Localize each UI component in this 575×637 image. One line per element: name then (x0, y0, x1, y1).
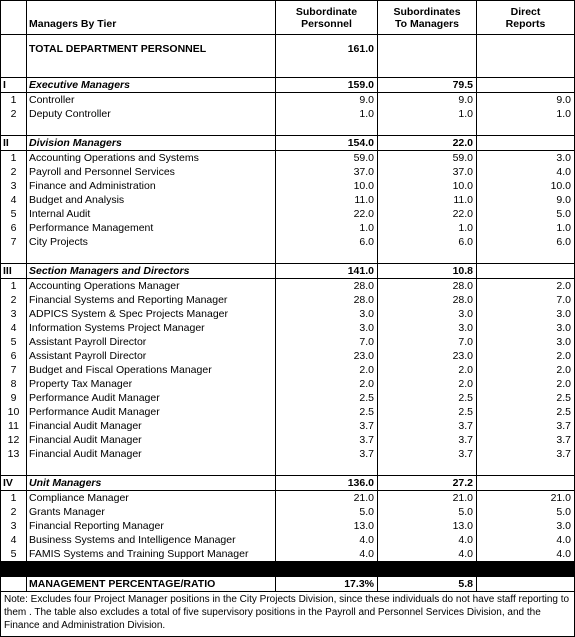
row-subordinates-to-managers: 22.0 (378, 207, 477, 221)
spacer-row (1, 63, 575, 78)
section-title: Division Managers (27, 136, 276, 151)
spacer-cell (1, 63, 27, 78)
row-subordinate-personnel: 5.0 (276, 505, 378, 519)
section-subordinate-personnel: 159.0 (276, 78, 378, 93)
row-subordinates-to-managers: 13.0 (378, 519, 477, 533)
table-row (1, 307, 575, 321)
spacer-cell (477, 121, 575, 136)
row-manager-name: FAMIS Systems and Training Support Manager (27, 547, 276, 561)
row-number: 11 (1, 419, 27, 433)
table-row (1, 193, 575, 207)
row-number: 12 (1, 433, 27, 447)
mgmt-num-cell (1, 577, 27, 592)
section-direct-reports (477, 264, 575, 279)
row-direct-reports: 7.0 (477, 293, 575, 307)
row-subordinates-to-managers: 10.0 (378, 179, 477, 193)
row-number: 4 (1, 321, 27, 335)
row-manager-name: Internal Audit (27, 207, 276, 221)
black-cell-1 (1, 561, 27, 577)
table-row (1, 491, 575, 506)
management-ratio-row (1, 577, 575, 592)
row-subordinates-to-managers: 21.0 (378, 491, 477, 506)
row-direct-reports: 4.0 (477, 547, 575, 561)
row-direct-reports: 4.0 (477, 533, 575, 547)
row-subordinate-personnel: 1.0 (276, 221, 378, 235)
row-direct-reports: 2.5 (477, 391, 575, 405)
row-subordinate-personnel: 11.0 (276, 193, 378, 207)
spacer-cell (276, 63, 378, 78)
black-cell-3 (276, 561, 378, 577)
spacer-cell (477, 461, 575, 476)
row-direct-reports: 1.0 (477, 221, 575, 235)
row-subordinates-to-managers: 1.0 (378, 221, 477, 235)
row-subordinates-to-managers: 37.0 (378, 165, 477, 179)
section-subordinates-to-managers: 79.5 (378, 78, 477, 93)
row-direct-reports: 3.0 (477, 307, 575, 321)
black-cell-5 (477, 561, 575, 577)
row-direct-reports: 9.0 (477, 93, 575, 108)
spacer-row (1, 249, 575, 264)
row-direct-reports: 10.0 (477, 179, 575, 193)
table-row (1, 391, 575, 405)
table-row (1, 405, 575, 419)
row-subordinate-personnel: 22.0 (276, 207, 378, 221)
row-number: 2 (1, 107, 27, 121)
row-subordinate-personnel: 2.0 (276, 363, 378, 377)
row-subordinates-to-managers: 1.0 (378, 107, 477, 121)
row-subordinates-to-managers: 11.0 (378, 193, 477, 207)
section-title: Unit Managers (27, 476, 276, 491)
spacer-cell (276, 121, 378, 136)
row-subordinates-to-managers: 28.0 (378, 293, 477, 307)
row-number: 7 (1, 235, 27, 249)
row-direct-reports: 3.7 (477, 447, 575, 461)
section-number: III (1, 264, 27, 279)
table-row (1, 107, 575, 121)
row-direct-reports: 6.0 (477, 235, 575, 249)
row-manager-name: Controller (27, 93, 276, 108)
row-number: 2 (1, 165, 27, 179)
row-subordinate-personnel: 2.0 (276, 377, 378, 391)
row-subordinate-personnel: 3.0 (276, 321, 378, 335)
spacer-cell (276, 249, 378, 264)
row-manager-name: Property Tax Manager (27, 377, 276, 391)
table-row (1, 293, 575, 307)
table-row (1, 279, 575, 294)
row-direct-reports: 2.0 (477, 279, 575, 294)
row-manager-name: Information Systems Project Manager (27, 321, 276, 335)
row-manager-name: Performance Audit Manager (27, 405, 276, 419)
row-subordinates-to-managers: 4.0 (378, 533, 477, 547)
total-empty-2 (477, 35, 575, 64)
row-subordinates-to-managers: 59.0 (378, 151, 477, 166)
header-col2-line1: Subordinate (295, 5, 358, 18)
header-subordinates-to-managers (378, 1, 477, 35)
section-direct-reports (477, 136, 575, 151)
row-number: 3 (1, 307, 27, 321)
row-number: 6 (1, 349, 27, 363)
mgmt-empty (477, 577, 575, 592)
row-subordinate-personnel: 3.7 (276, 433, 378, 447)
row-subordinates-to-managers: 23.0 (378, 349, 477, 363)
row-subordinates-to-managers: 5.0 (378, 505, 477, 519)
row-subordinates-to-managers: 3.7 (378, 419, 477, 433)
row-number: 1 (1, 151, 27, 166)
table-row (1, 321, 575, 335)
row-manager-name: Business Systems and Intelligence Manager (27, 533, 276, 547)
spacer-cell (378, 63, 477, 78)
row-manager-name: Payroll and Personnel Services (27, 165, 276, 179)
row-subordinate-personnel: 7.0 (276, 335, 378, 349)
row-subordinate-personnel: 3.7 (276, 447, 378, 461)
spacer-cell (27, 249, 276, 264)
row-subordinates-to-managers: 2.0 (378, 377, 477, 391)
table-row (1, 419, 575, 433)
row-manager-name: Accounting Operations and Systems (27, 151, 276, 166)
row-manager-name: ADPICS System & Spec Projects Manager (27, 307, 276, 321)
total-value: 161.0 (276, 35, 378, 64)
row-number: 4 (1, 193, 27, 207)
row-number: 2 (1, 505, 27, 519)
spacer-cell (378, 249, 477, 264)
table-row (1, 179, 575, 193)
total-row (1, 35, 575, 64)
row-subordinate-personnel: 28.0 (276, 293, 378, 307)
row-direct-reports: 3.0 (477, 321, 575, 335)
row-subordinates-to-managers: 6.0 (378, 235, 477, 249)
table-row (1, 349, 575, 363)
section-title: Executive Managers (27, 78, 276, 93)
row-subordinates-to-managers: 3.7 (378, 447, 477, 461)
row-manager-name: Accounting Operations Manager (27, 279, 276, 294)
spacer-cell (27, 461, 276, 476)
header-num-cell (1, 1, 27, 35)
row-direct-reports: 3.7 (477, 419, 575, 433)
black-cell-4 (378, 561, 477, 577)
row-subordinates-to-managers: 2.5 (378, 405, 477, 419)
row-subordinates-to-managers: 3.0 (378, 321, 477, 335)
row-number: 3 (1, 179, 27, 193)
row-manager-name: Grants Manager (27, 505, 276, 519)
row-subordinates-to-managers: 9.0 (378, 93, 477, 108)
row-manager-name: Performance Management (27, 221, 276, 235)
row-manager-name: Financial Audit Manager (27, 433, 276, 447)
row-subordinates-to-managers: 4.0 (378, 547, 477, 561)
table-row (1, 165, 575, 179)
table-row (1, 377, 575, 391)
row-direct-reports: 2.0 (477, 363, 575, 377)
row-subordinates-to-managers: 7.0 (378, 335, 477, 349)
row-subordinate-personnel: 21.0 (276, 491, 378, 506)
row-subordinate-personnel: 3.0 (276, 307, 378, 321)
row-number: 13 (1, 447, 27, 461)
section-number: IV (1, 476, 27, 491)
row-subordinates-to-managers: 3.7 (378, 433, 477, 447)
row-number: 5 (1, 547, 27, 561)
spacer-cell (477, 63, 575, 78)
row-subordinate-personnel: 2.5 (276, 405, 378, 419)
table-row (1, 363, 575, 377)
spacer-cell (1, 121, 27, 136)
row-subordinate-personnel: 59.0 (276, 151, 378, 166)
row-direct-reports: 21.0 (477, 491, 575, 506)
section-subordinate-personnel: 154.0 (276, 136, 378, 151)
row-subordinate-personnel: 2.5 (276, 391, 378, 405)
section-subordinate-personnel: 136.0 (276, 476, 378, 491)
section-subordinate-personnel: 141.0 (276, 264, 378, 279)
row-direct-reports: 2.0 (477, 349, 575, 363)
row-manager-name: City Projects (27, 235, 276, 249)
spacer-cell (378, 121, 477, 136)
black-separator-row (1, 561, 575, 577)
row-direct-reports: 2.0 (477, 377, 575, 391)
header-row (1, 1, 575, 35)
spacer-cell (1, 249, 27, 264)
spacer-row (1, 461, 575, 476)
row-number: 2 (1, 293, 27, 307)
section-direct-reports (477, 476, 575, 491)
table-row (1, 447, 575, 461)
row-subordinate-personnel: 9.0 (276, 93, 378, 108)
section-title: Section Managers and Directors (27, 264, 276, 279)
row-manager-name: Performance Audit Manager (27, 391, 276, 405)
row-manager-name: Assistant Payroll Director (27, 335, 276, 349)
table-row (1, 151, 575, 166)
section-number: II (1, 136, 27, 151)
spacer-cell (27, 63, 276, 78)
section-row (1, 476, 575, 491)
total-num-cell (1, 35, 27, 64)
section-subordinates-to-managers: 22.0 (378, 136, 477, 151)
section-row (1, 136, 575, 151)
mgmt-ratio: 5.8 (378, 577, 477, 592)
row-direct-reports: 1.0 (477, 107, 575, 121)
row-subordinate-personnel: 3.7 (276, 419, 378, 433)
mgmt-percentage: 17.3% (276, 577, 378, 592)
row-subordinate-personnel: 13.0 (276, 519, 378, 533)
table-row (1, 433, 575, 447)
mgmt-label: MANAGEMENT PERCENTAGE/RATIO (27, 577, 276, 592)
row-number: 9 (1, 391, 27, 405)
header-col4-line1: Direct (510, 5, 541, 18)
row-subordinates-to-managers: 28.0 (378, 279, 477, 294)
spacer-cell (477, 249, 575, 264)
row-subordinate-personnel: 23.0 (276, 349, 378, 363)
header-managers-by-tier: Managers By Tier (27, 1, 276, 35)
total-empty-1 (378, 35, 477, 64)
row-direct-reports: 3.0 (477, 151, 575, 166)
section-number: I (1, 78, 27, 93)
total-label: TOTAL DEPARTMENT PERSONNEL (27, 35, 276, 64)
row-direct-reports: 3.7 (477, 433, 575, 447)
table-row (1, 519, 575, 533)
spacer-cell (378, 461, 477, 476)
table-row (1, 235, 575, 249)
table-row (1, 221, 575, 235)
header-col4-line2: Reports (505, 17, 546, 30)
black-cell-2 (27, 561, 276, 577)
section-direct-reports (477, 78, 575, 93)
row-subordinate-personnel: 37.0 (276, 165, 378, 179)
row-direct-reports: 5.0 (477, 207, 575, 221)
row-number: 8 (1, 377, 27, 391)
row-subordinates-to-managers: 2.5 (378, 391, 477, 405)
row-number: 1 (1, 491, 27, 506)
header-direct-reports (477, 1, 575, 35)
row-manager-name: Financial Systems and Reporting Manager (27, 293, 276, 307)
row-subordinates-to-managers: 3.0 (378, 307, 477, 321)
note-row (1, 592, 575, 637)
spacer-cell (276, 461, 378, 476)
row-manager-name: Budget and Fiscal Operations Manager (27, 363, 276, 377)
table-row (1, 505, 575, 519)
row-number: 1 (1, 279, 27, 294)
row-manager-name: Deputy Controller (27, 107, 276, 121)
row-manager-name: Financial Audit Manager (27, 447, 276, 461)
row-manager-name: Assistant Payroll Director (27, 349, 276, 363)
header-col3-line2: To Managers (395, 17, 459, 30)
row-number: 4 (1, 533, 27, 547)
row-number: 1 (1, 93, 27, 108)
spacer-row (1, 121, 575, 136)
row-number: 10 (1, 405, 27, 419)
row-number: 7 (1, 363, 27, 377)
row-manager-name: Compliance Manager (27, 491, 276, 506)
row-subordinates-to-managers: 2.0 (378, 363, 477, 377)
spacer-cell (27, 121, 276, 136)
row-number: 5 (1, 207, 27, 221)
header-col3-line1: Subordinates (393, 5, 461, 18)
table-row (1, 93, 575, 108)
section-row (1, 264, 575, 279)
row-direct-reports: 5.0 (477, 505, 575, 519)
table-row (1, 533, 575, 547)
spacer-cell (1, 461, 27, 476)
header-subordinate-personnel (276, 1, 378, 35)
row-subordinate-personnel: 10.0 (276, 179, 378, 193)
row-manager-name: Budget and Analysis (27, 193, 276, 207)
row-direct-reports: 3.0 (477, 519, 575, 533)
row-subordinate-personnel: 1.0 (276, 107, 378, 121)
row-manager-name: Financial Reporting Manager (27, 519, 276, 533)
row-subordinate-personnel: 4.0 (276, 533, 378, 547)
section-subordinates-to-managers: 27.2 (378, 476, 477, 491)
row-subordinate-personnel: 4.0 (276, 547, 378, 561)
section-subordinates-to-managers: 10.8 (378, 264, 477, 279)
row-direct-reports: 9.0 (477, 193, 575, 207)
row-subordinate-personnel: 6.0 (276, 235, 378, 249)
row-direct-reports: 2.5 (477, 405, 575, 419)
row-number: 3 (1, 519, 27, 533)
table-row (1, 547, 575, 561)
header-col2-line2: Personnel (301, 17, 352, 30)
row-manager-name: Finance and Administration (27, 179, 276, 193)
table-row (1, 207, 575, 221)
row-manager-name: Financial Audit Manager (27, 419, 276, 433)
section-row (1, 78, 575, 93)
row-direct-reports: 3.0 (477, 335, 575, 349)
note-text: Note: Excludes four Project Manager positions in the City Projects Division, since these individuals do not have staff reporting to them . The table also excludes a total of five supervisory positions in the Payroll and Personnel Services Division, and the Finance and Administration Division. (1, 592, 575, 637)
row-direct-reports: 4.0 (477, 165, 575, 179)
row-number: 5 (1, 335, 27, 349)
table-row (1, 335, 575, 349)
row-subordinate-personnel: 28.0 (276, 279, 378, 294)
row-number: 6 (1, 221, 27, 235)
